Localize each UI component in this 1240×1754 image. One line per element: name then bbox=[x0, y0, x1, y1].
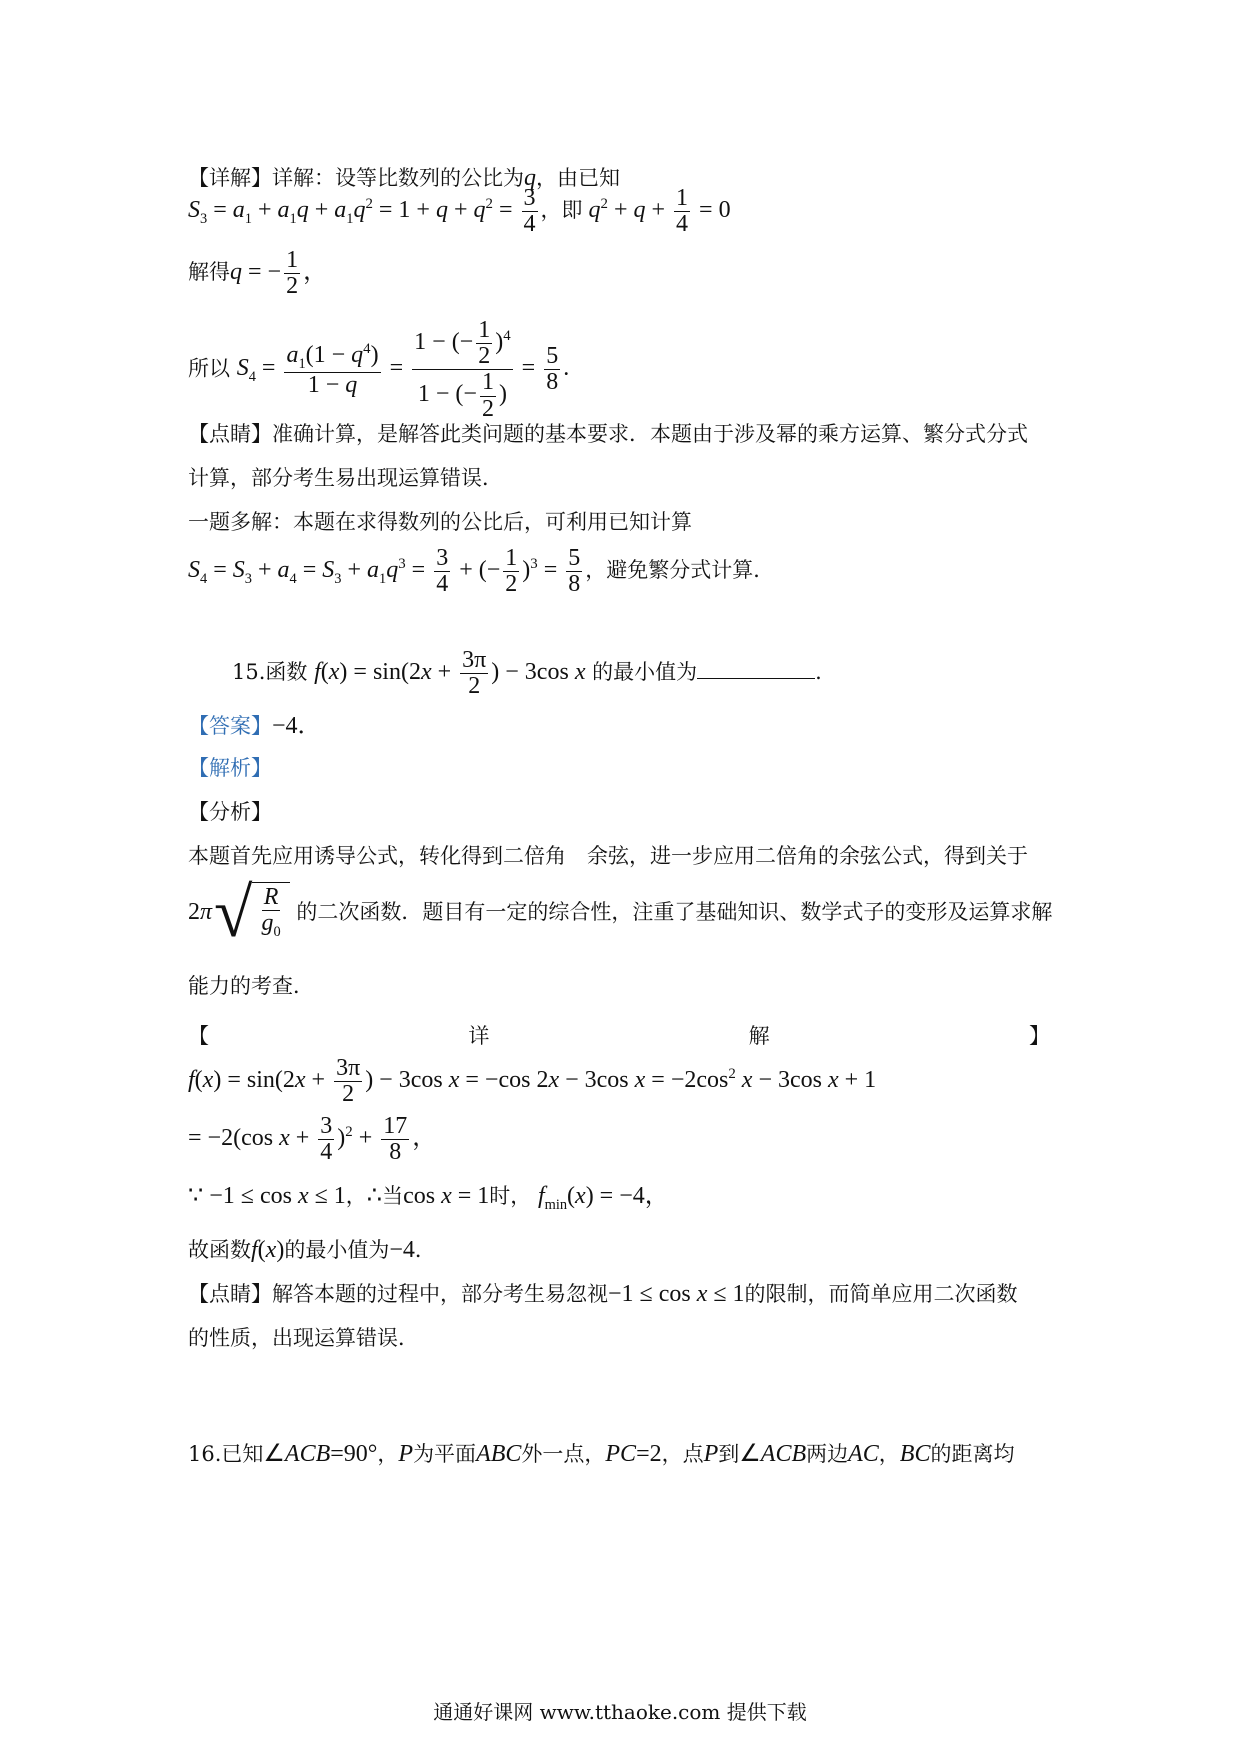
alt-s4-equation: $S_4 = S_3 + a_4 = S_3 + a_1q^3$ = $\frac{3}{4}$ + (− $\frac{1}{2}$ )$^3$ = $\frac{5}{8}$ ，避免繁分式计算． bbox=[188, 545, 775, 598]
alt-tail-text: ，避免繁分式计算． bbox=[585, 558, 775, 583]
comma: ， bbox=[345, 1184, 367, 1208]
analysis-label: 【解析】 bbox=[188, 756, 272, 780]
answer-label: 【答案】 bbox=[188, 714, 272, 738]
analysis-line-2: 2π √ $\frac{R}{g_0}$ 的二次函数．题目有一定的综合性，注重了基础知识、数学式子的变形及运算求解 bbox=[188, 875, 1053, 952]
remark-15-line-2: 的性质，出现运算错误． bbox=[188, 1326, 419, 1350]
conclusion-end: ． bbox=[414, 1238, 436, 1262]
q16-text-g: 的距离均 bbox=[930, 1442, 1015, 1466]
page-footer: 通通好课网 www.tthaoke.com 提供下载 bbox=[433, 1700, 807, 1724]
q16-text-f: 两边 bbox=[806, 1442, 849, 1466]
xiang-char: 详 bbox=[468, 1024, 490, 1048]
solve-label: 解得 bbox=[188, 260, 230, 285]
when-text: 当 bbox=[382, 1184, 404, 1208]
derivation-line-3: ∵ −1 ≤ cos x ≤ 1，∴当cos x = 1时， $f_{min}(x) = -4$， bbox=[188, 1183, 669, 1213]
so-label: 所以 bbox=[188, 356, 230, 381]
remark-15-text: 【点睛】解答本题的过程中，部分考生易忽视 bbox=[188, 1282, 608, 1306]
q16-text-e: 到 bbox=[718, 1442, 740, 1466]
remark-line-1: 【点睛】准确计算，是解答此类问题的基本要求．本题由于涉及幂的乘方运算、繁分式分式 bbox=[188, 422, 1028, 446]
solve-q-line: 解得q = − $\frac{1}{2}$ ， bbox=[188, 247, 328, 300]
detail-heading-spread bbox=[188, 1020, 1050, 1050]
bracket-left: 【 bbox=[188, 1024, 209, 1048]
q16-text-c: 外一点， bbox=[521, 1442, 606, 1466]
remark-line-2: 计算，部分考生易出现运算错误． bbox=[188, 466, 503, 490]
conclusion-line: 故函数f(x)的最小值为−4． bbox=[188, 1237, 436, 1263]
q15-label: 15.函数 bbox=[232, 660, 308, 685]
q15-text: 的最小值为 bbox=[592, 660, 698, 685]
conclusion-text: 故函数 bbox=[188, 1238, 251, 1262]
fenxi-label: 【分析】 bbox=[188, 800, 272, 824]
bracket-right: 】 bbox=[1028, 1024, 1050, 1048]
remark-15-line-1: 【点睛】解答本题的过程中，部分考生易忽视−1 ≤ cos x ≤ 1的限制，而简单应用二次函数 bbox=[188, 1281, 1018, 1307]
jie-char: 解 bbox=[748, 1024, 770, 1048]
question-15: 15.函数 f(x) = sin(2x + $\frac{3\pi}{2}$ ) − 3cos x 的最小值为 . bbox=[232, 647, 822, 700]
question-16: 16.已知∠ACB=90°，P为平面ABC外一点，PC=2，点P到∠ACB两边AC，BC的距离均 bbox=[188, 1441, 1015, 1467]
q16-label: 16.已知 bbox=[188, 1442, 264, 1466]
s3-equation: $S_3 = a_1 + a_1q + a_1q^2 = 1 + q + q^2$ = $\frac{3}{4}$ ，即 $q^2 + q$ + $\frac{1}{4}$ = 0 bbox=[188, 185, 731, 238]
alt-solution-line: 一题多解：本题在求得数列的公比后，可利用已知计算 bbox=[188, 510, 692, 534]
derivation-line-2: = −2(cos x + $\frac{3}{4}$ )$^2$ + $\frac{17}{8}$ ， bbox=[188, 1113, 437, 1166]
conclusion-mid: 的最小值为 bbox=[284, 1238, 390, 1262]
q16-text-b: 为平面 bbox=[413, 1442, 477, 1466]
answer-line bbox=[188, 714, 322, 738]
answer-blank bbox=[697, 660, 815, 679]
analysis-line-3: 能力的考查． bbox=[188, 974, 314, 998]
ie-text: ，即 bbox=[540, 198, 583, 223]
when-tail: 时， bbox=[489, 1184, 532, 1208]
derivation-line-1: f(x) = sin(2x + $\frac{3\pi}{2}$ ) − 3cos x = −cos 2x − 3cos $x = -2\cos^2$ x − 3cos x + 1 bbox=[188, 1055, 877, 1108]
answer-value: −4． bbox=[272, 713, 322, 739]
remark-15-tail: 的限制，而简单应用二次函数 bbox=[744, 1282, 1018, 1306]
analysis-line-1: 本题首先应用诱导公式，转化得到二倍角 余弦，进一步应用二倍角的余弦公式，得到关于 bbox=[188, 844, 1028, 868]
s4-equation: 所以 $S_4$ = $\frac{a_1(1 - q^4)}{1 - q}$ = 1 − (− $\frac{1}{2}$ )$^4$ 1 − (− $\frac{1}{2}$ ) = $\frac{5}{8}$ . bbox=[188, 317, 570, 422]
detail-text: 【详解】详解：设等比数列的公比为 bbox=[188, 166, 524, 190]
analysis-line-2-text: 的二次函数．题目有一定的综合性，注重了基础知识、数学式子的变形及运算求解 bbox=[296, 900, 1053, 925]
detail-text-tail: ，由已知 bbox=[536, 166, 620, 190]
ratio-symbol: q bbox=[524, 165, 536, 191]
q16-text-d: ，点 bbox=[661, 1442, 704, 1466]
